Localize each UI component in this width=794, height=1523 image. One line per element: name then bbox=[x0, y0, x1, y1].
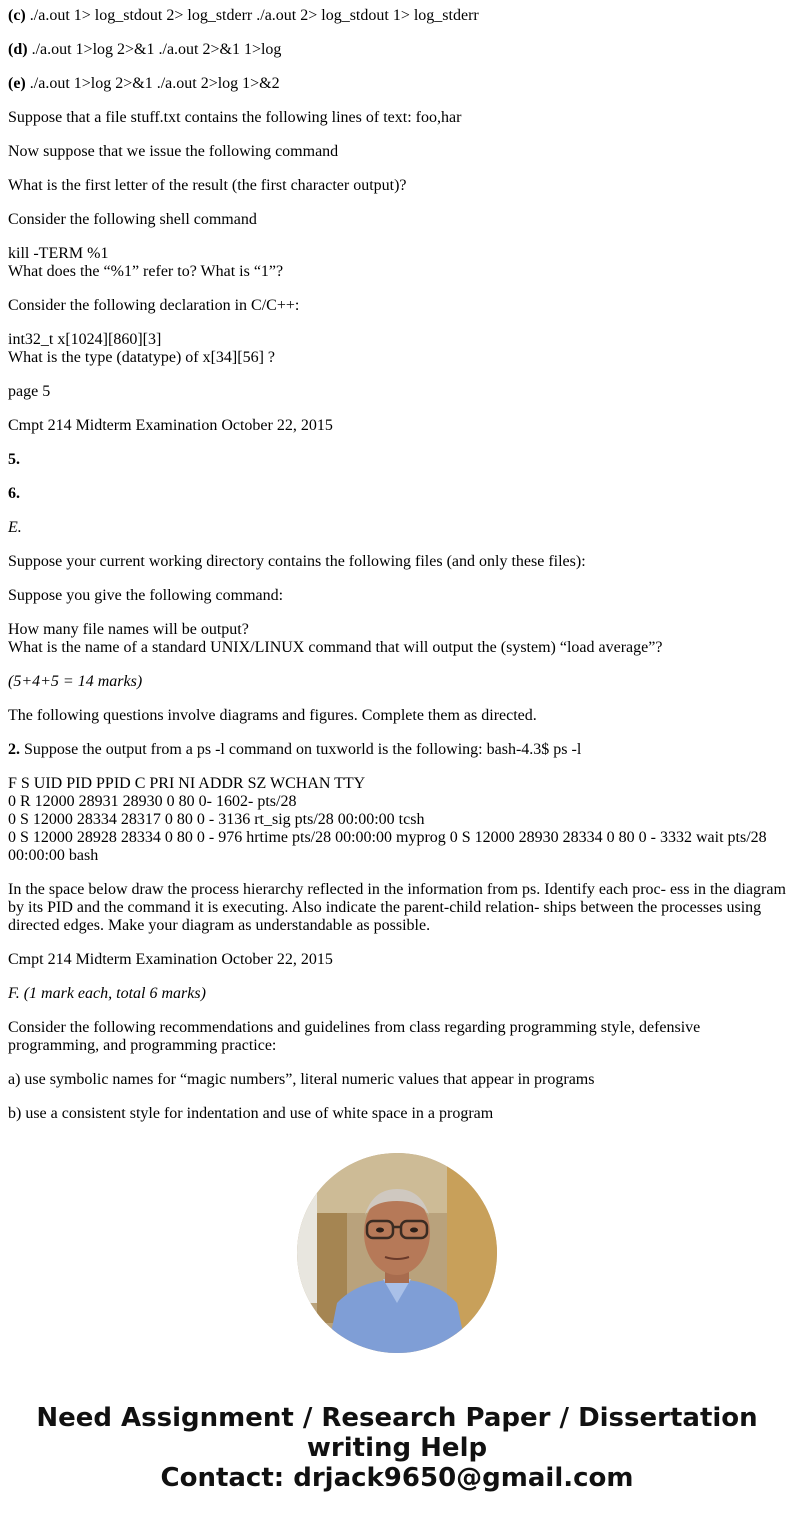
ps-output-line: 0 S 12000 28334 28317 0 80 0 - 3136 rt_sig pts/28 00:00:00 tcsh bbox=[8, 811, 425, 828]
question-d-label: (d) bbox=[8, 41, 28, 58]
ps-output-line: 0 R 12000 28931 28930 0 80 0- 1602- pts/28 bbox=[8, 793, 297, 810]
stuff-txt-paragraph: Suppose that a file stuff.txt contains the following lines of text: foo,har bbox=[8, 109, 462, 126]
declaration-question: What is the type (datatype) of x[34][56] ? bbox=[8, 349, 276, 366]
recommendations-paragraph: Consider the following recommendations and guidelines from class regarding programming style, defensive programming, and programming practice: bbox=[8, 1019, 701, 1054]
ps-output-line: 0 S 12000 28928 28334 0 80 0 - 976 hrtime pts/28 00:00:00 myprog 0 S 12000 28930 28334 0 80 0 - 3332 wait pts/28 00:00:00 bash bbox=[8, 829, 767, 864]
section-f-heading: F. (1 mark each, total 6 marks) bbox=[8, 985, 206, 1002]
now-suppose-paragraph: Now suppose that we issue the following command bbox=[8, 143, 339, 160]
question-number-5: 5. bbox=[8, 451, 20, 468]
kill-block bbox=[8, 245, 788, 281]
recommendation-a: a) use symbolic names for “magic numbers”, literal numeric values that appear in programs bbox=[8, 1071, 595, 1088]
question-c-label: (c) bbox=[8, 7, 26, 24]
question-2-label: 2. bbox=[8, 741, 20, 758]
advertisement-line: Need Assignment / Research Paper / Dissertation bbox=[36, 1403, 758, 1433]
question-e bbox=[8, 75, 788, 93]
advertisement-line: writing Help bbox=[306, 1433, 488, 1463]
how-many-question: How many file names will be output? bbox=[8, 621, 249, 638]
author-photo-graphic bbox=[297, 1153, 497, 1353]
section-e-marks: (5+4+5 = 14 marks) bbox=[8, 673, 143, 690]
give-command-paragraph: Suppose you give the following command: bbox=[8, 587, 284, 604]
diagrams-intro: The following questions involve diagrams and figures. Complete them as directed. bbox=[8, 707, 537, 724]
question-c-text: ./a.out 1> log_stdout 2> log_stderr ./a.out 2> log_stdout 1> log_stderr bbox=[25, 7, 479, 24]
load-average-question: What is the name of a standard UNIX/LINUX command that will output the (system) “load average”? bbox=[8, 639, 663, 656]
ps-output-line: F S UID PID PPID C PRI NI ADDR SZ WCHAN TTY bbox=[8, 775, 366, 792]
document-body bbox=[8, 7, 788, 1139]
page-label: page 5 bbox=[8, 383, 51, 400]
question-c bbox=[8, 7, 788, 25]
question-d-text: ./a.out 1>log 2>&1 ./a.out 2>&1 1>log bbox=[27, 41, 282, 58]
consider-declaration-paragraph: Consider the following declaration in C/C++: bbox=[8, 297, 300, 314]
consider-shell-paragraph: Consider the following shell command bbox=[8, 211, 257, 228]
question-e-text: ./a.out 1>log 2>&1 ./a.out 2>log 1>&2 bbox=[25, 75, 280, 92]
kill-command: kill -TERM %1 bbox=[8, 245, 109, 262]
question-e-label: (e) bbox=[8, 75, 26, 92]
question-2-text: Suppose the output from a ps -l command on tuxworld is the following: bash-4.3$ ps -l bbox=[20, 741, 582, 758]
advertisement bbox=[0, 1403, 794, 1493]
draw-instructions: In the space below draw the process hierarchy reflected in the information from ps. Identify each proc- ess in the diagram by its PID and the command it is executing. Also indicate the parent-child relation- ships between the processes using directed edges. Make your diagram as understandable as possible. bbox=[8, 881, 786, 934]
ps-output bbox=[8, 775, 788, 865]
question-number-6: 6. bbox=[8, 485, 20, 502]
first-letter-question: What is the first letter of the result (the first character output)? bbox=[8, 177, 407, 194]
author-photo bbox=[297, 1153, 497, 1353]
file-questions-block bbox=[8, 621, 788, 657]
declaration-block bbox=[8, 331, 788, 367]
section-e-heading: E. bbox=[8, 519, 22, 536]
cwd-files-paragraph: Suppose your current working directory contains the following files (and only these files): bbox=[8, 553, 586, 570]
recommendation-b: b) use a consistent style for indentation and use of white space in a program bbox=[8, 1105, 494, 1122]
exam-header: Cmpt 214 Midterm Examination October 22, 2015 bbox=[8, 951, 333, 968]
question-d bbox=[8, 41, 788, 59]
exam-header: Cmpt 214 Midterm Examination October 22, 2015 bbox=[8, 417, 333, 434]
question-2 bbox=[8, 741, 788, 759]
advertisement-contact: Contact: drjack9650@gmail.com bbox=[160, 1463, 634, 1493]
kill-question: What does the “%1” refer to? What is “1”? bbox=[8, 263, 284, 280]
declaration-code: int32_t x[1024][860][3] bbox=[8, 331, 162, 348]
